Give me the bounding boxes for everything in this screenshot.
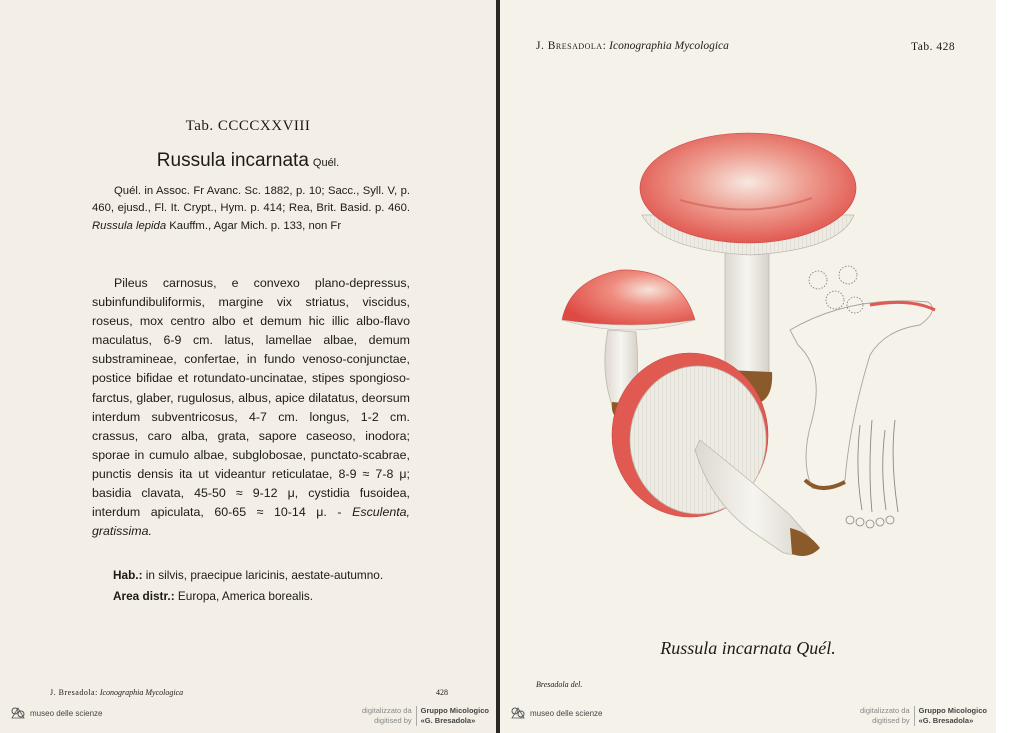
header-work: Iconographia Mycologica [606, 40, 729, 52]
refs-part-1: Quél. in Assoc. Fr Avanc. Sc. 1882, p. 10; Sacc., Syll. V, p. 460, ejusd., Fl. It. Crypt., Hym. p. 414; Rea, Brit. Basid. p. 460. [92, 185, 410, 215]
credit-org-name: Gruppo Micologico [420, 706, 489, 715]
species-author: Quél. [312, 157, 340, 169]
refs-part-2: Kauffm., Agar Mich. p. 133, non Fr [166, 219, 342, 232]
habitat-line [113, 565, 443, 586]
plate-caption: Russula incarnata Quél. [660, 638, 836, 658]
distribution-text: Europa, America borealis. [174, 589, 313, 603]
distribution-label: Area distr.: [113, 589, 175, 603]
museum-logo-text: museo delle scienze [530, 708, 603, 718]
credit-line-en: digitised by [374, 716, 412, 725]
right-running-header [536, 40, 729, 52]
bibliographic-references [92, 183, 410, 235]
credit-line-it: digitalizzato da [860, 706, 910, 715]
digitisation-credit-right [860, 706, 987, 726]
museum-logo-text: museo delle scienze [30, 708, 103, 718]
refs-synonym: Russula lepida [92, 219, 167, 232]
basidia-cystidia-drawings [846, 420, 898, 528]
mushroom-cross-section [790, 301, 935, 489]
species-title [0, 150, 496, 172]
left-page [0, 0, 496, 733]
credit-line-en: digitised by [872, 716, 910, 725]
museum-logo-icon [10, 706, 28, 720]
credit-org-sub: «G. Bresadola» [420, 716, 476, 725]
mushroom-illustration [550, 120, 960, 560]
habitat-label: Hab.: [113, 568, 143, 582]
right-page [500, 0, 996, 733]
distribution-line [113, 586, 443, 607]
overturned-mushroom [612, 353, 820, 556]
credit-line-it: digitalizzato da [362, 706, 412, 715]
footer-author: J. Bresadola: [50, 688, 98, 697]
species-description [92, 274, 410, 541]
plate-tab-number: Tab. 428 [911, 41, 956, 53]
edibility-note: Esculenta, gratissima. [92, 505, 410, 539]
credit-org-name: Gruppo Micologico [918, 706, 987, 715]
habitat-text: in silvis, praecipue laricinis, aestate-autumno. [142, 568, 384, 582]
artist-credit: Bresadola del. [536, 680, 583, 689]
habitat-block [113, 565, 443, 607]
museum-logo-left [10, 706, 102, 720]
left-footer-citation [50, 688, 183, 697]
header-author: J. Bresadola: [536, 40, 607, 52]
right-margin [996, 0, 1018, 733]
credit-org-sub: «G. Bresadola» [918, 716, 974, 725]
museum-logo-right [510, 706, 602, 720]
museum-logo-icon [510, 706, 528, 720]
species-name: Russula incarnata [156, 150, 309, 171]
description-text: Pileus carnosus, e convexo plano-depressus, subinfundibuliformis, margine vix striatus, viscidus, roseus, mox centro albo et demum hic illic albo-flavo maculatus, 6-9 cm. latus, lamellae albae, demum substramineae, confertae, in fundo venoso-conjunctae, postice bifidae et rotundato-uncinatae, stipes spongioso-farctus, glaber, rugulosus, albus, apice dilatatus, deorsum interdum subventricosus, 4-7 cm. longus, 1-2 cm. crassus, caro alba, grata, sapore caseoso, inodora; sporae in cumulo albae, subglobosae, punctato-scabrae, punctis densis ita ut videantur reticulatae, 8-9 ≈ 7-8 μ; basidia clavata, 45-50 ≈ 9-12 μ, cystidia fusoidea, interdum apiculata, 60-65 ≈ 10-14 μ. - [92, 276, 410, 520]
digitisation-credit-left [362, 706, 489, 726]
left-footer-page-number: 428 [436, 688, 448, 697]
plate-number-title: Tab. CCCCXXVIII [185, 118, 311, 134]
footer-work: Iconographia Mycologica [97, 688, 184, 697]
